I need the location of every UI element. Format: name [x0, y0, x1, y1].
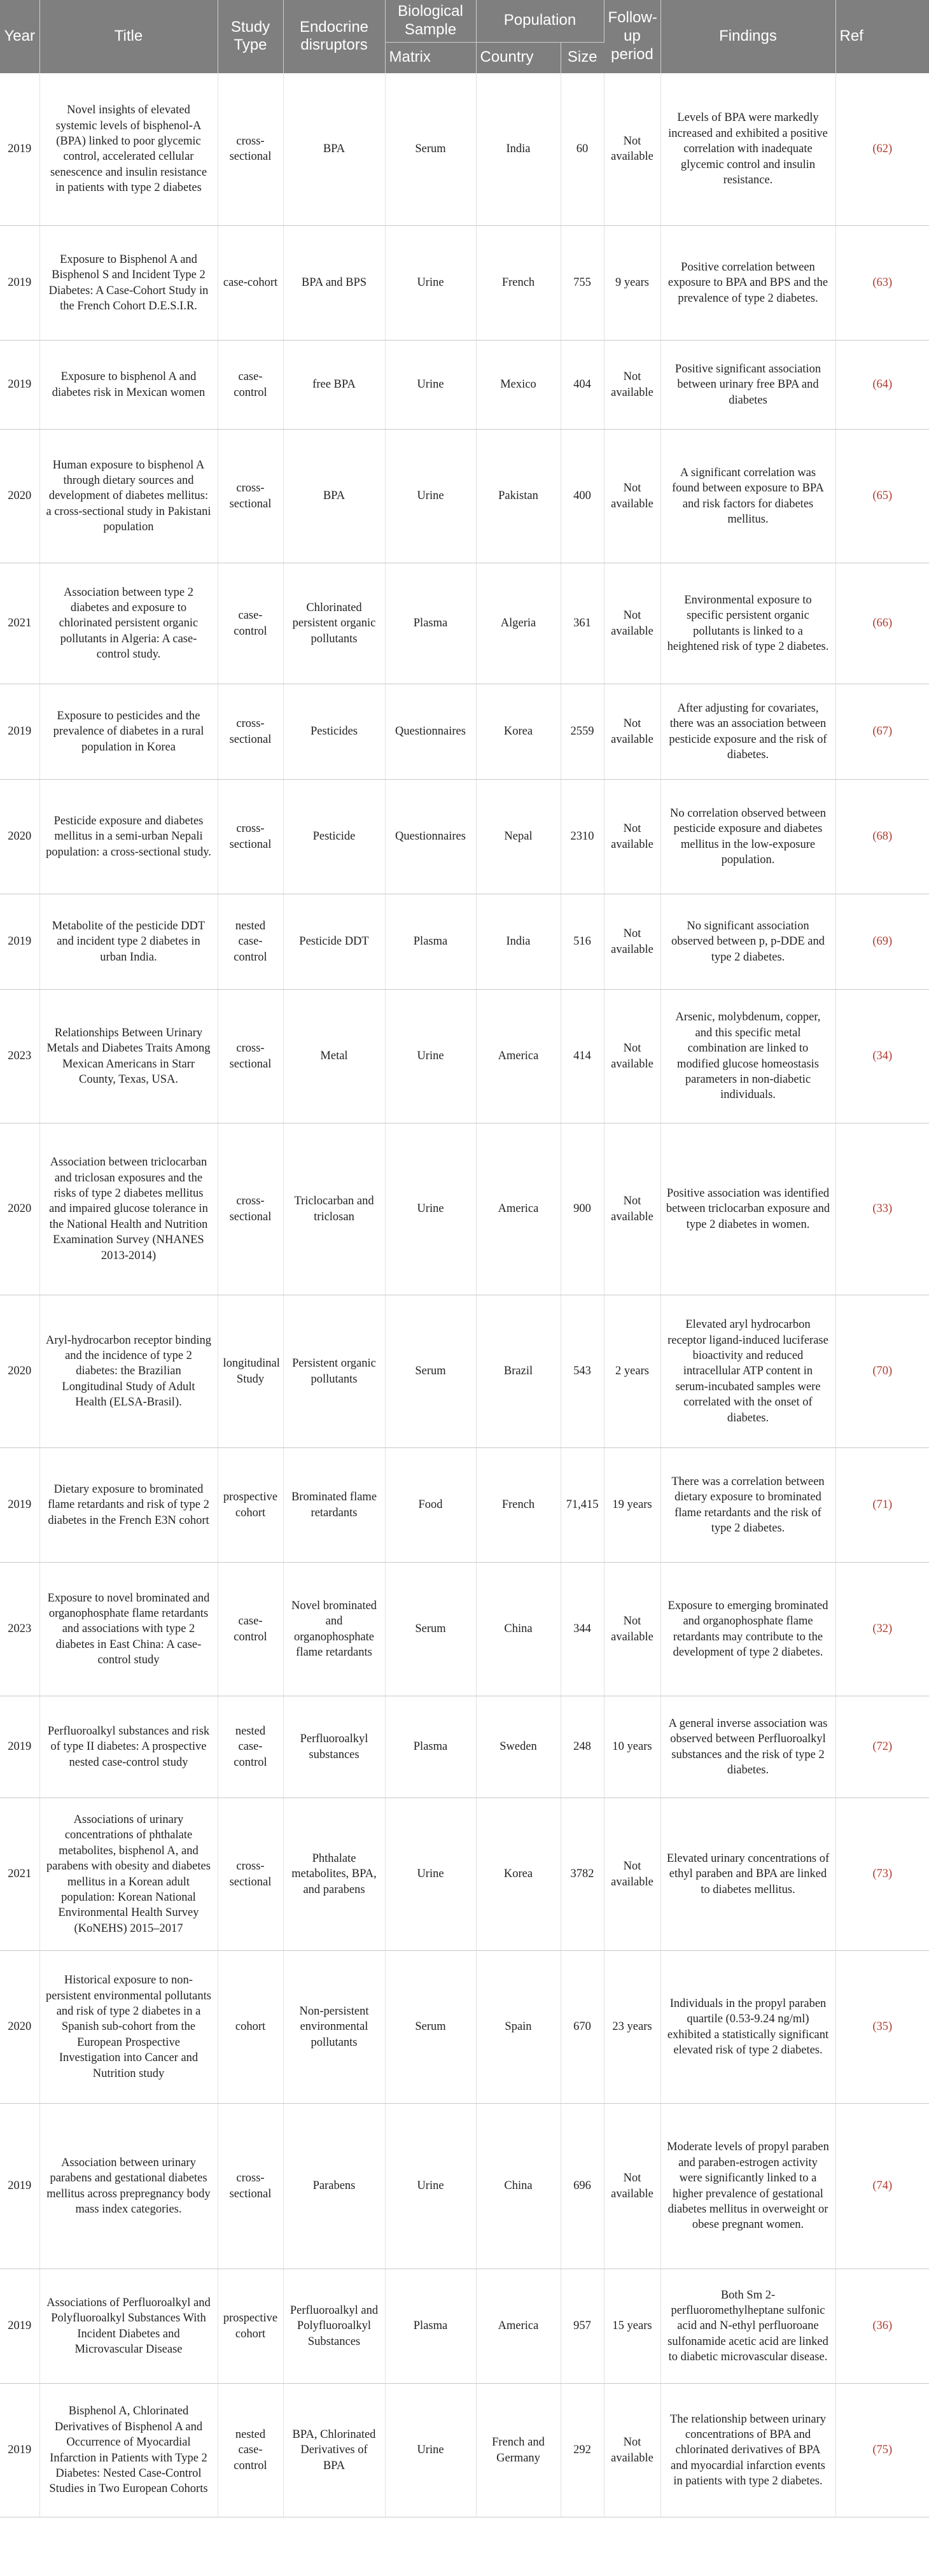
cell-findings: Arsenic, molybdenum, copper, and this specific metal combination are linked to modified glucose homeostasis parameters in non-diabetic individuals.	[660, 990, 835, 1123]
cell-size: 344	[561, 1563, 604, 1696]
cell-matrix: Urine	[385, 2384, 476, 2517]
cell-matrix: Serum	[385, 1951, 476, 2104]
ref-link[interactable]: (36)	[835, 2269, 929, 2384]
table-row	[0, 2104, 929, 2269]
cell-findings: Moderate levels of propyl paraben and paraben-estrogen activity were significantly linked to a higher prevalence of gestational diabetes mellitus in overweight or obese pregnant women.	[660, 2104, 835, 2269]
cell-study-type: nested case-control	[218, 1696, 283, 1798]
cell-country: Brazil	[476, 1295, 561, 1448]
cell-size: 3782	[561, 1798, 604, 1951]
table-row	[0, 1295, 929, 1448]
cell-size: 755	[561, 226, 604, 341]
cell-matrix: Plasma	[385, 1696, 476, 1798]
cell-findings: Both Sm 2-perfluoromethylheptane sulfonic acid and N-ethyl perfluoroane sulfonamide acetic acid are linked to diabetic microvascular disease.	[660, 2269, 835, 2384]
cell-size: 404	[561, 341, 604, 430]
cell-country: Sweden	[476, 1696, 561, 1798]
ref-link[interactable]: (71)	[835, 1448, 929, 1563]
cell-year: 2019	[0, 73, 39, 226]
ref-link[interactable]: (66)	[835, 563, 929, 684]
cell-findings: The relationship between urinary concentrations of BPA and chlorinated derivatives of BPA and myocardial infarction events in patients with type 2 diabetes.	[660, 2384, 835, 2517]
cell-title: Association between urinary parabens and gestational diabetes mellitus across prepregnancy body mass index categories.	[39, 2104, 218, 2269]
cell-study-type: nested case-control	[218, 2384, 283, 2517]
cell-title: Human exposure to bisphenol A through dietary sources and development of diabetes mellitus: a cross-sectional study in Pakistani population	[39, 430, 218, 563]
cell-findings: There was a correlation between dietary exposure to brominated flame retardants and the risk of type 2 diabetes.	[660, 1448, 835, 1563]
cell-findings: No correlation observed between pesticide exposure and diabetes mellitus in the low-exposure population.	[660, 780, 835, 894]
cell-endocrine: Triclocarban and triclosan	[283, 1123, 385, 1295]
cell-matrix: Plasma	[385, 894, 476, 990]
cell-findings: Elevated urinary concentrations of ethyl paraben and BPA are linked to diabetes mellitus.	[660, 1798, 835, 1951]
cell-endocrine: BPA	[283, 73, 385, 226]
header-biological-sample: Biological Sample	[385, 0, 476, 42]
cell-findings: Positive significant association between urinary free BPA and diabetes	[660, 341, 835, 430]
cell-country: French and Germany	[476, 2384, 561, 2517]
cell-size: 900	[561, 1123, 604, 1295]
cell-endocrine: BPA	[283, 430, 385, 563]
ref-link[interactable]: (63)	[835, 226, 929, 341]
cell-country: French	[476, 226, 561, 341]
cell-country: Pakistan	[476, 430, 561, 563]
header-ref: Ref	[835, 0, 929, 73]
cell-country: America	[476, 1123, 561, 1295]
cell-study-type: case-cohort	[218, 226, 283, 341]
cell-findings: Positive correlation between exposure to BPA and BPS and the prevalence of type 2 diabetes.	[660, 226, 835, 341]
cell-title: Aryl-hydrocarbon receptor binding and the incidence of type 2 diabetes: the Brazilian Longitudinal Study of Adult Health (ELSA-Brasil).	[39, 1295, 218, 1448]
cell-country: Korea	[476, 684, 561, 780]
cell-year: 2021	[0, 563, 39, 684]
cell-endocrine: Parabens	[283, 2104, 385, 2269]
cell-year: 2020	[0, 780, 39, 894]
cell-country: Korea	[476, 1798, 561, 1951]
cell-year: 2019	[0, 341, 39, 430]
cell-matrix: Urine	[385, 1798, 476, 1951]
cell-matrix: Plasma	[385, 563, 476, 684]
cell-followup: 9 years	[604, 226, 660, 341]
cell-study-type: cohort	[218, 1951, 283, 2104]
cell-country: Algeria	[476, 563, 561, 684]
cell-title: Associations of urinary concentrations of phthalate metabolites, bisphenol A, and parabens with obesity and diabetes mellitus in a Korean adult population: Korean National Environmental Health Survey (KoNEHS) 2015–2017	[39, 1798, 218, 1951]
cell-study-type: cross-sectional	[218, 1798, 283, 1951]
table-row	[0, 1696, 929, 1798]
cell-country: China	[476, 1563, 561, 1696]
cell-size: 71,415	[561, 1448, 604, 1563]
cell-study-type: case-control	[218, 563, 283, 684]
ref-link[interactable]: (64)	[835, 341, 929, 430]
table-row	[0, 341, 929, 430]
cell-title: Metabolite of the pesticide DDT and incident type 2 diabetes in urban India.	[39, 894, 218, 990]
cell-year: 2019	[0, 1448, 39, 1563]
cell-title: Bisphenol A, Chlorinated Derivatives of Bisphenol A and Occurrence of Myocardial Infarction in Patients with Type 2 Diabetes: Nested Case-Control Studies in Two European Cohorts	[39, 2384, 218, 2517]
cell-title: Pesticide exposure and diabetes mellitus in a semi-urban Nepali population: a cross-sectional study.	[39, 780, 218, 894]
cell-followup: Not available	[604, 430, 660, 563]
header-matrix: Matrix	[385, 42, 476, 73]
cell-findings: Environmental exposure to specific persistent organic pollutants is linked to a heightened risk of type 2 diabetes.	[660, 563, 835, 684]
cell-year: 2020	[0, 1123, 39, 1295]
header-study-type: Study Type	[218, 0, 283, 73]
cell-size: 248	[561, 1696, 604, 1798]
header-country: Country	[476, 42, 561, 73]
cell-year: 2023	[0, 1563, 39, 1696]
cell-year: 2020	[0, 1295, 39, 1448]
cell-study-type: cross-sectional	[218, 990, 283, 1123]
ref-link[interactable]: (32)	[835, 1563, 929, 1696]
ref-link[interactable]: (68)	[835, 780, 929, 894]
cell-findings: Individuals in the propyl paraben quartile (0.53-9.24 ng/ml) exhibited a statistically significant elevated risk of type 2 diabetes.	[660, 1951, 835, 2104]
table-row	[0, 1951, 929, 2104]
cell-endocrine: Persistent organic pollutants	[283, 1295, 385, 1448]
cell-size: 292	[561, 2384, 604, 2517]
ref-link[interactable]: (62)	[835, 73, 929, 226]
cell-year: 2019	[0, 2384, 39, 2517]
cell-size: 400	[561, 430, 604, 563]
cell-study-type: case-control	[218, 341, 283, 430]
cell-followup: Not available	[604, 1123, 660, 1295]
cell-country: Nepal	[476, 780, 561, 894]
table-header	[0, 0, 929, 73]
ref-link[interactable]: (69)	[835, 894, 929, 990]
cell-endocrine: Metal	[283, 990, 385, 1123]
cell-matrix: Urine	[385, 430, 476, 563]
ref-link[interactable]: (72)	[835, 1696, 929, 1798]
table-row	[0, 684, 929, 780]
cell-followup: 15 years	[604, 2269, 660, 2384]
ref-link[interactable]: (67)	[835, 684, 929, 780]
cell-matrix: Serum	[385, 1295, 476, 1448]
cell-endocrine: Chlorinated persistent organic pollutants	[283, 563, 385, 684]
ref-link[interactable]: (75)	[835, 2384, 929, 2517]
cell-followup: Not available	[604, 990, 660, 1123]
header-findings: Findings	[660, 0, 835, 73]
cell-study-type: prospective cohort	[218, 1448, 283, 1563]
cell-year: 2019	[0, 1696, 39, 1798]
cell-country: America	[476, 2269, 561, 2384]
ref-link[interactable]: (74)	[835, 2104, 929, 2269]
cell-study-type: cross-sectional	[218, 2104, 283, 2269]
cell-country: French	[476, 1448, 561, 1563]
cell-endocrine: Brominated flame retardants	[283, 1448, 385, 1563]
cell-endocrine: Novel brominated and organophosphate flame retardants	[283, 1563, 385, 1696]
cell-study-type: cross-sectional	[218, 73, 283, 226]
ref-link[interactable]: (33)	[835, 1123, 929, 1295]
cell-followup: Not available	[604, 341, 660, 430]
header-year: Year	[0, 0, 39, 73]
cell-size: 2559	[561, 684, 604, 780]
table-row	[0, 780, 929, 894]
cell-endocrine: BPA, Chlorinated Derivatives of BPA	[283, 2384, 385, 2517]
cell-year: 2021	[0, 1798, 39, 1951]
cell-year: 2019	[0, 894, 39, 990]
cell-country: India	[476, 73, 561, 226]
cell-country: Mexico	[476, 341, 561, 430]
cell-year: 2019	[0, 2104, 39, 2269]
cell-size: 696	[561, 2104, 604, 2269]
cell-study-type: cross-sectional	[218, 430, 283, 563]
cell-followup: 10 years	[604, 1696, 660, 1798]
table-row	[0, 1798, 929, 1951]
ref-link[interactable]: (73)	[835, 1798, 929, 1951]
cell-endocrine: Perfluoroalkyl and Polyfluoroalkyl Substances	[283, 2269, 385, 2384]
cell-size: 670	[561, 1951, 604, 2104]
header-endocrine-disruptors: Endocrine disruptors	[283, 0, 385, 73]
cell-matrix: Serum	[385, 73, 476, 226]
cell-findings: A general inverse association was observed between Perfluoroalkyl substances and the risk of type 2 diabetes.	[660, 1696, 835, 1798]
table-row	[0, 2384, 929, 2517]
cell-study-type: nested case-control	[218, 894, 283, 990]
cell-title: Association between triclocarban and triclosan exposures and the risks of type 2 diabetes mellitus and impaired glucose tolerance in the National Health and Nutrition Examination Survey (NHANES 2013-2014)	[39, 1123, 218, 1295]
cell-matrix: Questionnaires	[385, 684, 476, 780]
ref-link[interactable]: (34)	[835, 990, 929, 1123]
table-row	[0, 894, 929, 990]
cell-country: China	[476, 2104, 561, 2269]
cell-matrix: Food	[385, 1448, 476, 1563]
cell-matrix: Urine	[385, 2104, 476, 2269]
cell-title: Exposure to novel brominated and organophosphate flame retardants and associations with type 2 diabetes in East China: A case-control study	[39, 1563, 218, 1696]
cell-study-type: prospective cohort	[218, 2269, 283, 2384]
ref-link[interactable]: (65)	[835, 430, 929, 563]
cell-endocrine: free BPA	[283, 341, 385, 430]
cell-followup: Not available	[604, 2104, 660, 2269]
cell-year: 2020	[0, 430, 39, 563]
cell-findings: After adjusting for covariates, there was an association between pesticide exposure and the risk of diabetes.	[660, 684, 835, 780]
cell-endocrine: Pesticides	[283, 684, 385, 780]
cell-title: Exposure to bisphenol A and diabetes risk in Mexican women	[39, 341, 218, 430]
cell-matrix: Urine	[385, 990, 476, 1123]
cell-title: Perfluoroalkyl substances and risk of type II diabetes: A prospective nested case-control study	[39, 1696, 218, 1798]
header-size: Size	[561, 42, 604, 73]
cell-findings: Levels of BPA were markedly increased and exhibited a positive correlation with inadequate glycemic control and insulin resistance.	[660, 73, 835, 226]
cell-country: America	[476, 990, 561, 1123]
cell-followup: Not available	[604, 2384, 660, 2517]
cell-year: 2023	[0, 990, 39, 1123]
cell-findings: Positive association was identified between triclocarban exposure and type 2 diabetes in women.	[660, 1123, 835, 1295]
table-row	[0, 226, 929, 341]
table-row	[0, 1448, 929, 1563]
table-row	[0, 990, 929, 1123]
ref-link[interactable]: (70)	[835, 1295, 929, 1448]
cell-title: Dietary exposure to brominated flame retardants and risk of type 2 diabetes in the French E3N cohort	[39, 1448, 218, 1563]
cell-followup: Not available	[604, 563, 660, 684]
cell-endocrine: BPA and BPS	[283, 226, 385, 341]
cell-findings: Elevated aryl hydrocarbon receptor ligand-induced luciferase bioactivity and reduced intracellular ATP content in serum-incubated samples were correlated with the onset of diabetes.	[660, 1295, 835, 1448]
cell-size: 414	[561, 990, 604, 1123]
cell-title: Relationships Between Urinary Metals and Diabetes Traits Among Mexican Americans in Starr County, Texas, USA.	[39, 990, 218, 1123]
cell-endocrine: Non-persistent environmental pollutants	[283, 1951, 385, 2104]
cell-size: 957	[561, 2269, 604, 2384]
cell-title: Associations of Perfluoroalkyl and Polyfluoroalkyl Substances With Incident Diabetes and Microvascular Disease	[39, 2269, 218, 2384]
table-row	[0, 563, 929, 684]
cell-followup: Not available	[604, 73, 660, 226]
cell-size: 361	[561, 563, 604, 684]
cell-title: Exposure to Bisphenol A and Bisphenol S and Incident Type 2 Diabetes: A Case-Cohort Study in the French Cohort D.E.S.I.R.	[39, 226, 218, 341]
table-row	[0, 430, 929, 563]
cell-country: India	[476, 894, 561, 990]
cell-title: Historical exposure to non-persistent environmental pollutants and risk of type 2 diabetes in a Spanish sub-cohort from the European Prospective Investigation into Cancer and Nutrition study	[39, 1951, 218, 2104]
table-row	[0, 1563, 929, 1696]
cell-year: 2019	[0, 226, 39, 341]
cell-study-type: longitudinal Study	[218, 1295, 283, 1448]
table-row	[0, 1123, 929, 1295]
cell-study-type: case-control	[218, 1563, 283, 1696]
cell-followup: 23 years	[604, 1951, 660, 2104]
cell-followup: Not available	[604, 894, 660, 990]
cell-followup: 2 years	[604, 1295, 660, 1448]
cell-title: Association between type 2 diabetes and exposure to chlorinated persistent organic pollutants in Algeria: A case-control study.	[39, 563, 218, 684]
cell-followup: 19 years	[604, 1448, 660, 1563]
cell-followup: Not available	[604, 1563, 660, 1696]
cell-followup: Not available	[604, 684, 660, 780]
table-body	[0, 73, 929, 2517]
cell-country: Spain	[476, 1951, 561, 2104]
cell-size: 516	[561, 894, 604, 990]
header-title: Title	[39, 0, 218, 73]
cell-size: 60	[561, 73, 604, 226]
cell-title: Novel insights of elevated systemic levels of bisphenol-A (BPA) linked to poor glycemic control, accelerated cellular senescence and insulin resistance in patients with type 2 diabetes	[39, 73, 218, 226]
table-row	[0, 2269, 929, 2384]
header-follow-up: Follow-up period	[604, 0, 660, 73]
cell-findings: No significant association observed between p, p-DDE and type 2 diabetes.	[660, 894, 835, 990]
cell-year: 2020	[0, 1951, 39, 2104]
cell-matrix: Serum	[385, 1563, 476, 1696]
cell-matrix: Plasma	[385, 2269, 476, 2384]
cell-endocrine: Phthalate metabolites, BPA, and parabens	[283, 1798, 385, 1951]
cell-size: 2310	[561, 780, 604, 894]
ref-link[interactable]: (35)	[835, 1951, 929, 2104]
cell-findings: A significant correlation was found between exposure to BPA and risk factors for diabetes mellitus.	[660, 430, 835, 563]
cell-study-type: cross-sectional	[218, 684, 283, 780]
cell-followup: Not available	[604, 1798, 660, 1951]
cell-study-type: cross-sectional	[218, 1123, 283, 1295]
cell-matrix: Urine	[385, 341, 476, 430]
header-population: Population	[476, 0, 604, 42]
cell-matrix: Urine	[385, 226, 476, 341]
cell-endocrine: Pesticide DDT	[283, 894, 385, 990]
table-row	[0, 73, 929, 226]
cell-title: Exposure to pesticides and the prevalence of diabetes in a rural population in Korea	[39, 684, 218, 780]
cell-endocrine: Pesticide	[283, 780, 385, 894]
cell-study-type: cross-sectional	[218, 780, 283, 894]
cell-size: 543	[561, 1295, 604, 1448]
cell-followup: Not available	[604, 780, 660, 894]
cell-findings: Exposure to emerging brominated and organophosphate flame retardants may contribute to the development of type 2 diabetes.	[660, 1563, 835, 1696]
cell-matrix: Urine	[385, 1123, 476, 1295]
cell-year: 2019	[0, 2269, 39, 2384]
cell-year: 2019	[0, 684, 39, 780]
cell-endocrine: Perfluoroalkyl substances	[283, 1696, 385, 1798]
cell-matrix: Questionnaires	[385, 780, 476, 894]
